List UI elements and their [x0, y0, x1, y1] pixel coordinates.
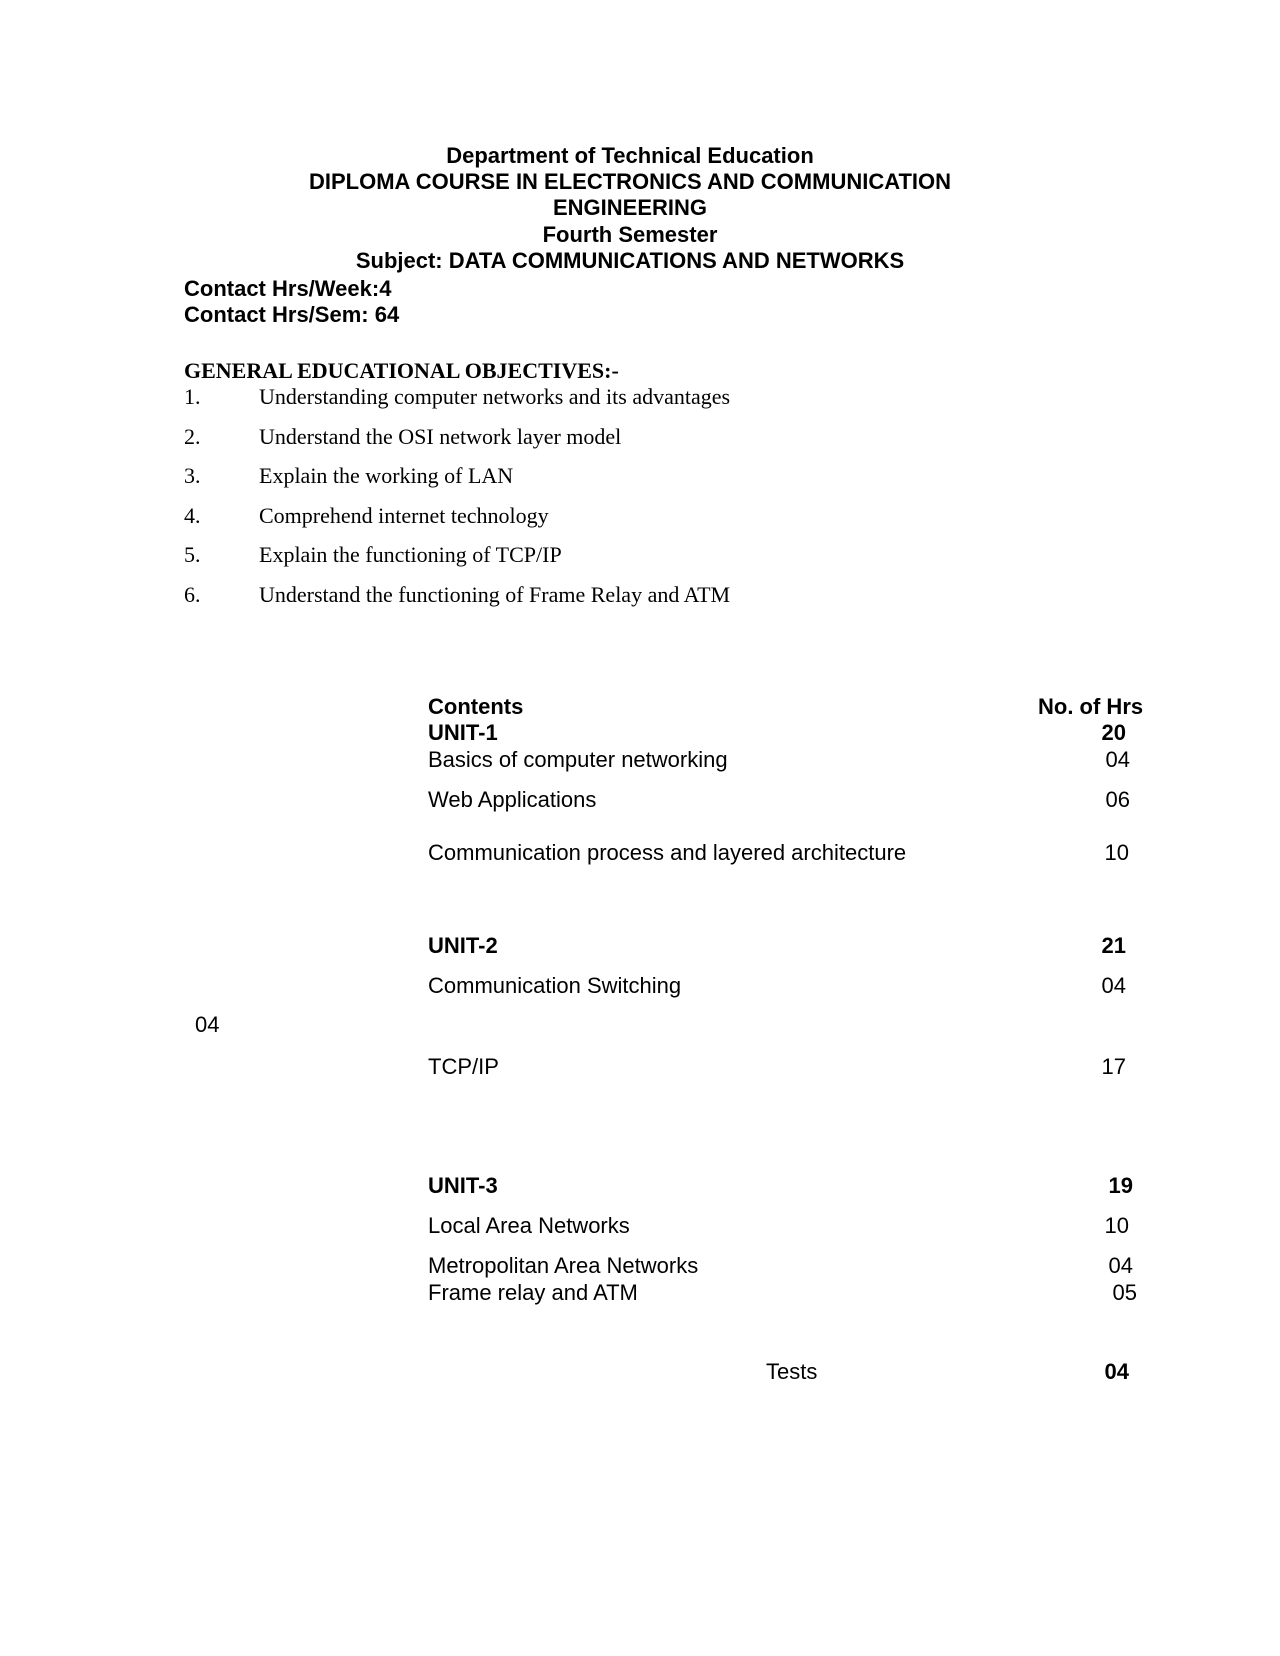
unit-3-row-label: Local Area Networks — [428, 1213, 630, 1238]
objective-number: 4. — [184, 503, 201, 528]
header-semester: Fourth Semester — [542, 222, 718, 247]
objective-text: Explain the working of LAN — [259, 463, 514, 488]
unit-1-row-hours: 06 — [1105, 787, 1130, 812]
unit-1-row-hours: 10 — [1104, 840, 1129, 865]
unit-1-title: UNIT-1 — [428, 720, 498, 745]
objective-text: Understanding computer networks and its advantages — [259, 384, 731, 409]
unit-1-hours: 20 — [1101, 720, 1126, 745]
unit-2-row-hours: 04 — [1101, 973, 1126, 998]
unit-2-row-hours: 17 — [1101, 1054, 1126, 1079]
unit-2-title: UNIT-2 — [428, 933, 498, 958]
unit-2-hours: 21 — [1101, 933, 1126, 958]
objective-text: Comprehend internet technology — [259, 503, 549, 528]
objective-number: 2. — [184, 424, 201, 449]
unit-1-row-label: Communication process and layered architecture — [428, 840, 907, 865]
unit-2-row-label: Communication Switching — [428, 973, 682, 998]
header-subject: Subject: DATA COMMUNICATIONS AND NETWORKS — [355, 248, 905, 273]
hours-column-header: No. of Hrs — [1038, 694, 1144, 719]
unit-1-row-label: Basics of computer networking — [428, 747, 728, 772]
contact-hrs-sem: Contact Hrs/Sem: 64 — [184, 302, 400, 327]
contact-hrs-week: Contact Hrs/Week:4 — [184, 276, 392, 301]
unit-1-row-label: Web Applications — [428, 787, 597, 812]
contents-column-header: Contents — [428, 694, 524, 719]
unit-3-row-label: Frame relay and ATM — [428, 1280, 638, 1305]
header-course: DIPLOMA COURSE IN ELECTRONICS AND COMMUNICATION — [308, 169, 952, 194]
objectives-heading: GENERAL EDUCATIONAL OBJECTIVES:- — [184, 358, 619, 383]
tests-hours: 04 — [1104, 1359, 1129, 1384]
header-engineering: ENGINEERING — [552, 195, 708, 220]
stray-hours-value: 04 — [195, 1012, 220, 1037]
tests-label: Tests — [766, 1359, 818, 1384]
objective-text: Explain the functioning of TCP/IP — [259, 542, 562, 567]
unit-3-hours: 19 — [1108, 1173, 1133, 1198]
unit-1-row-hours: 04 — [1105, 747, 1130, 772]
objective-number: 1. — [184, 384, 201, 409]
header-department: Department of Technical Education — [446, 143, 814, 168]
unit-3-title: UNIT-3 — [428, 1173, 498, 1198]
unit-3-row-hours: 04 — [1108, 1253, 1133, 1278]
unit-3-row-hours: 05 — [1112, 1280, 1137, 1305]
unit-2-row-label: TCP/IP — [428, 1054, 499, 1079]
objective-text: Understand the OSI network layer model — [259, 424, 622, 449]
unit-3-row-hours: 10 — [1104, 1213, 1129, 1238]
unit-3-row-label: Metropolitan Area Networks — [428, 1253, 699, 1278]
objective-number: 3. — [184, 463, 201, 488]
objective-number: 5. — [184, 542, 201, 567]
objective-text: Understand the functioning of Frame Relay and ATM — [259, 582, 731, 607]
objective-number: 6. — [184, 582, 201, 607]
